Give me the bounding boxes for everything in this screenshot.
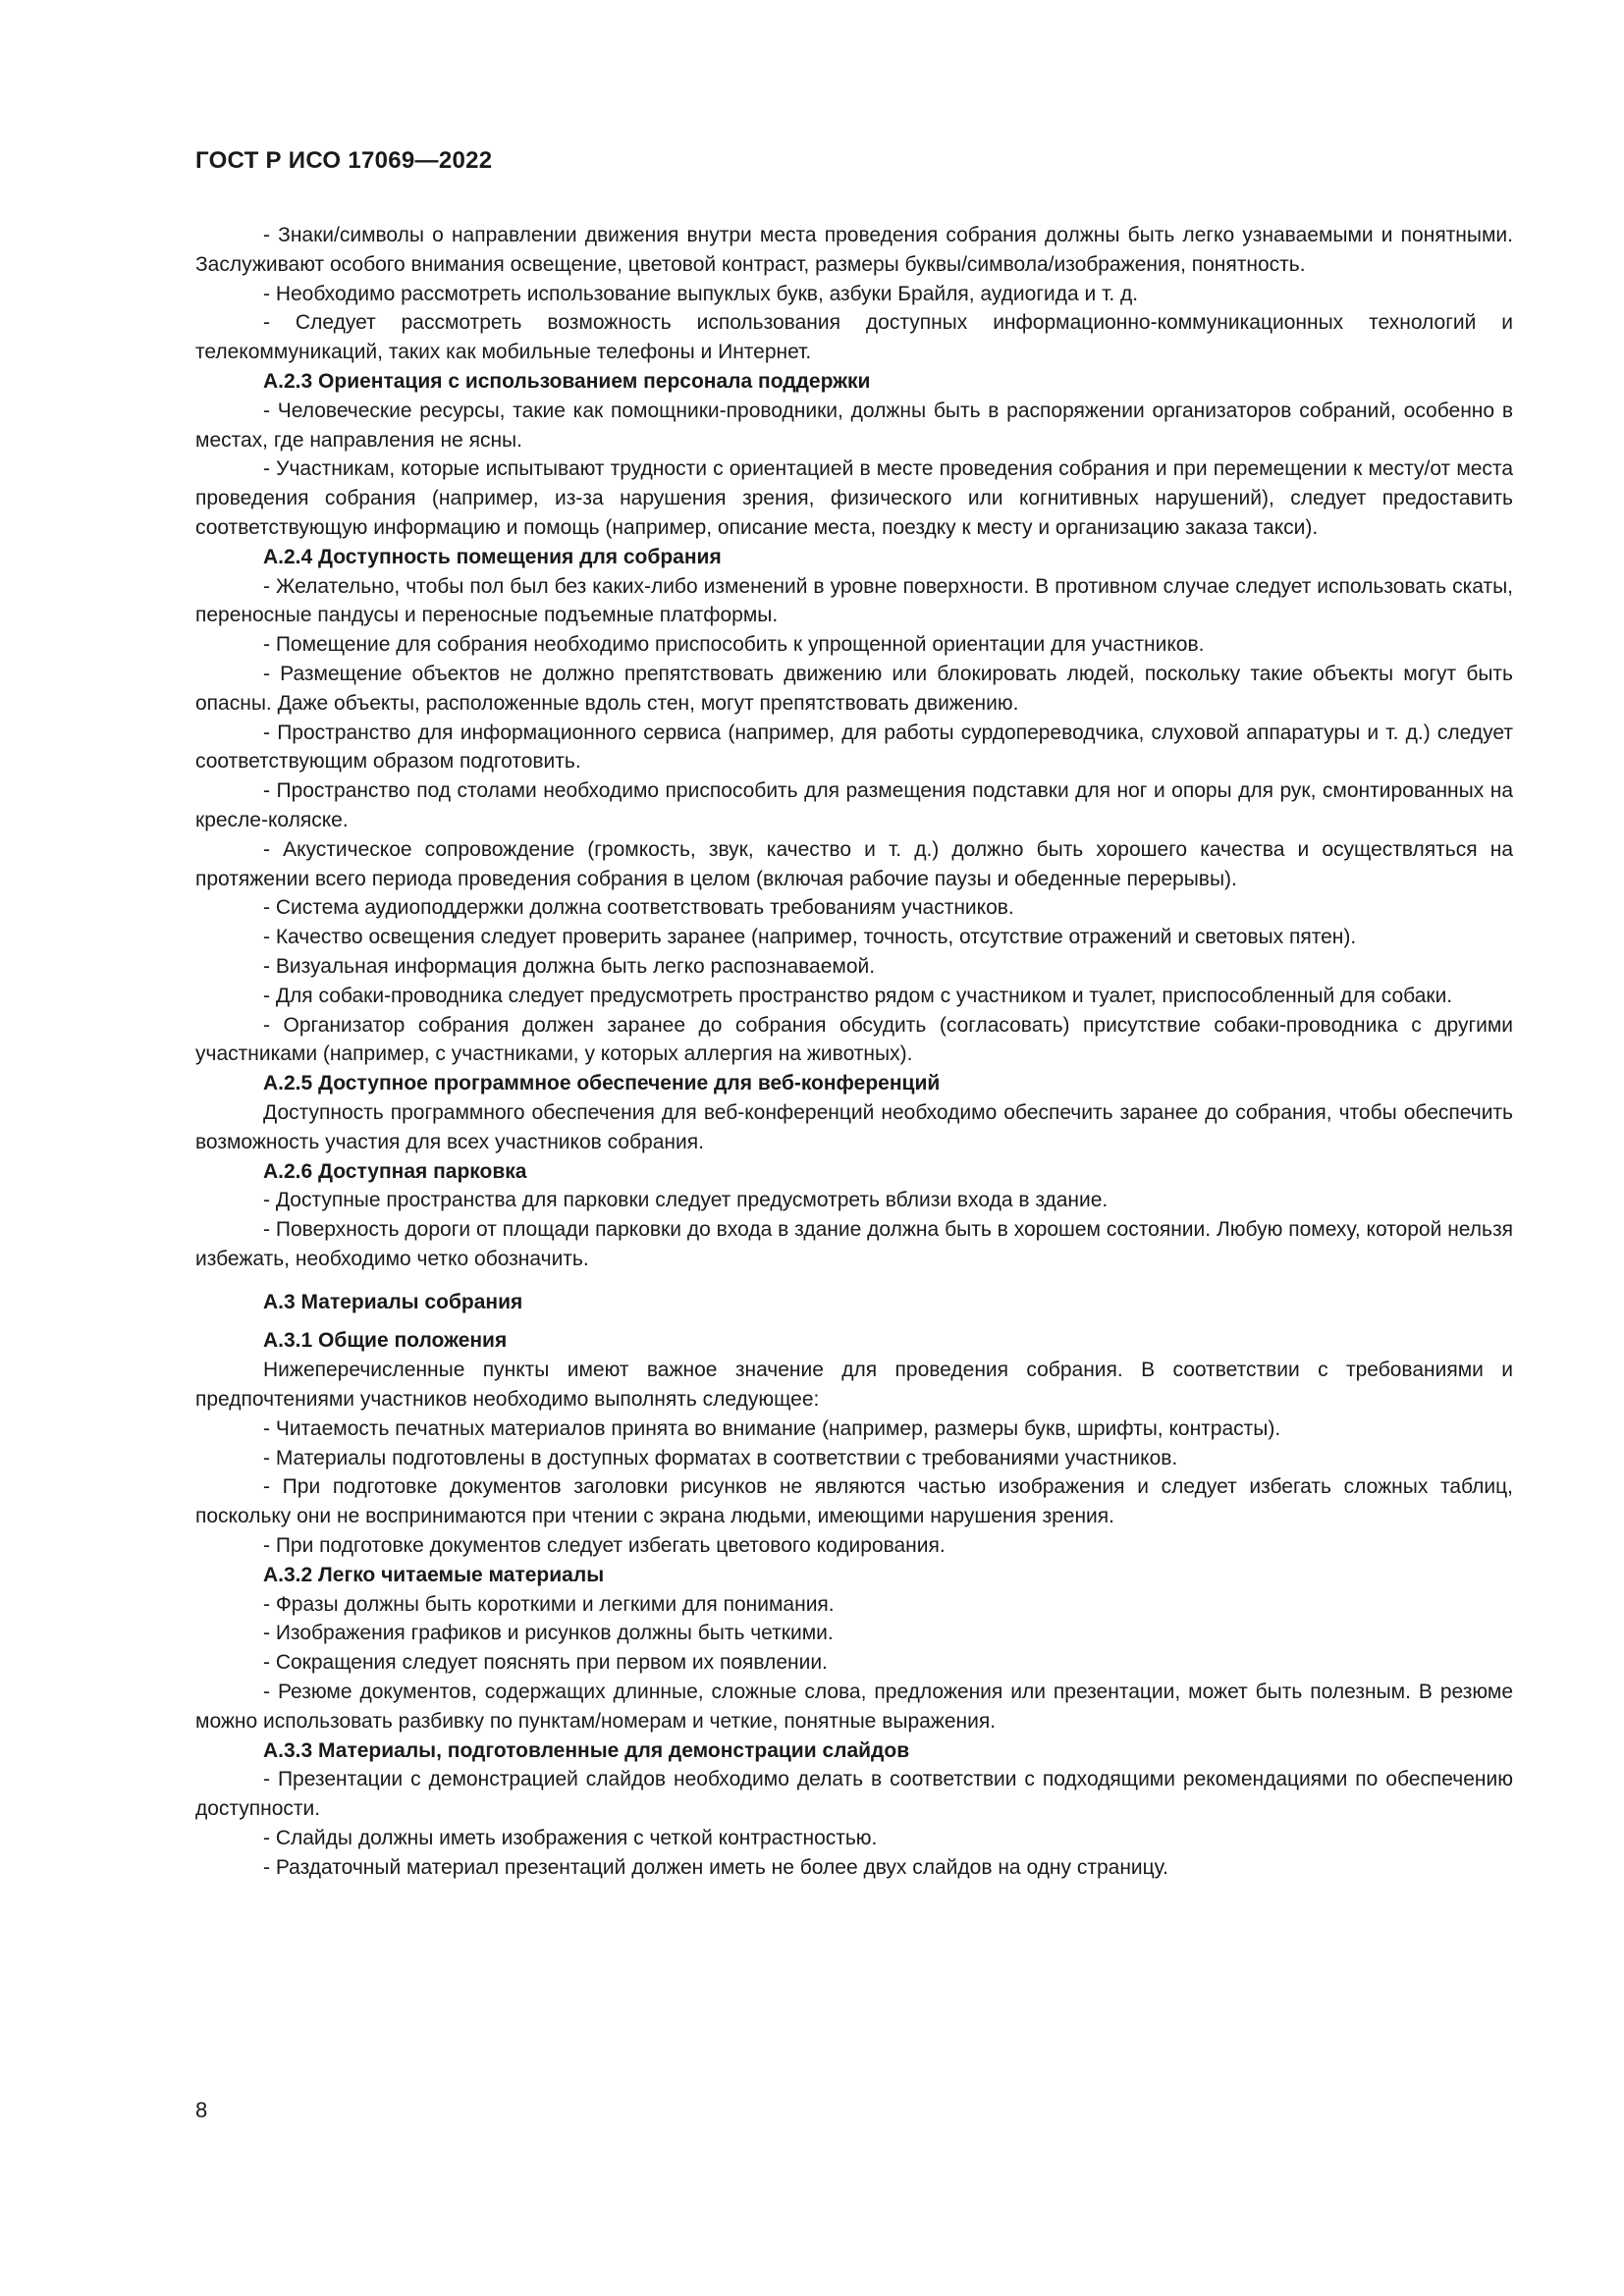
paragraph: - Для собаки-проводника следует предусмотреть пространство рядом с участником и туалет, приспособленный для собаки. [263, 984, 1453, 1007]
paragraph: - Читаемость печатных материалов принята во внимание (например, размеры букв, шрифты, контрасты). [263, 1416, 1281, 1440]
paragraph: - Размещение объектов не должно препятствовать движению или блокировать людей, поскольку такие объекты могут быть опасны. Даже объекты, расположенные вдоль стен, могут препятствовать движению. [195, 662, 1513, 715]
paragraph: - Необходимо рассмотреть использование выпуклых букв, азбуки Брайля, аудиогида и т. д. [263, 282, 1139, 305]
paragraph: - Система аудиоподдержки должна соответствовать требованиям участников. [263, 896, 1014, 920]
paragraph: - Поверхность дороги от площади парковки до входа в здание должна быть в хорошем состоянии. Любую помеху, которой нельзя избежать, необходимо четко обозначить. [195, 1218, 1513, 1270]
paragraph: - Доступные пространства для парковки следует предусмотреть вблизи входа в здание. [263, 1189, 1109, 1212]
paragraph: - При подготовке документов следует избегать цветового кодирования. [263, 1534, 946, 1558]
document-header: ГОСТ Р ИСО 17069—2022 [195, 147, 493, 174]
document-body [195, 221, 1513, 1883]
paragraph: - Качество освещения следует проверить заранее (например, точность, отсутствие отражений и световых пятен). [263, 926, 1357, 949]
paragraph: - Фразы должны быть короткими и легкими для понимания. [263, 1592, 835, 1616]
paragraph: - Желательно, чтобы пол был без каких-либо изменений в уровне поверхности. В противном случае следует использовать скаты, переносные пандусы и переносные подъемные платформы. [195, 574, 1513, 627]
page-number: 8 [195, 2098, 208, 2122]
paragraph: - Пространство для информационного сервиса (например, для работы сурдопереводчика, слуховой аппаратуры и т. д.) следует соответствующим образом подготовить. [195, 721, 1513, 774]
section-heading: А.2.4 Доступность помещения для собрания [263, 545, 722, 568]
paragraph: - Знаки/символы о направлении движения внутри места проведения собрания должны быть легко узнаваемыми и понятными. Заслуживают особого внимания освещение, цветовой контраст, размеры буквы/символа/изображения, понятность. [195, 224, 1513, 276]
paragraph: - Участникам, которые испытывают трудности с ориентацией в месте проведения собрания и при перемещении к месту/от места проведения собрания (например, из-за нарушения зрения, физического или когнитивных нарушений), следует предоставить соответствующую информацию и помощь (например, описание места, поездку к месту и организацию заказа такси). [195, 457, 1513, 539]
paragraph: - Изображения графиков и рисунков должны быть четкими. [263, 1622, 834, 1645]
paragraph: - Материалы подготовлены в доступных форматах в соответствии с требованиями участников. [263, 1446, 1178, 1469]
section-heading: А.3 Материалы собрания [263, 1290, 523, 1313]
paragraph: - При подготовке документов заголовки рисунков не являются частью изображения и следует избегать сложных таблиц, поскольку они не воспринимаются при чтении с экрана людьми, имеющими нарушения зрения. [195, 1475, 1513, 1528]
paragraph: - Слайды должны иметь изображения с четкой контрастностью. [263, 1827, 878, 1850]
section-heading: А.2.6 Доступная парковка [263, 1159, 527, 1183]
paragraph: - Акустическое сопровождение (громкость, звук, качество и т. д.) должно быть хорошего качества и осуществляться на протяжении всего периода проведения собрания в целом (включая рабочие паузы и обеденные перерывы). [195, 837, 1513, 890]
section-heading: А.3.1 Общие положения [263, 1329, 508, 1353]
section-heading: А.2.3 Ориентация с использованием персонала поддержки [263, 369, 871, 393]
section-heading: А.3.2 Легко читаемые материалы [263, 1563, 605, 1586]
section-heading: А.2.5 Доступное программное обеспечение для веб-конференций [263, 1072, 941, 1095]
paragraph: Нижеперечисленные пункты имеют важное значение для проведения собрания. В соответствии с требованиями и предпочтениями участников необходимо выполнять следующее: [195, 1359, 1513, 1412]
paragraph: Доступность программного обеспечения для веб-конференций необходимо обеспечить заранее до собрания, чтобы обеспечить возможность участия для всех участников собрания. [195, 1100, 1513, 1153]
paragraph: - Организатор собрания должен заранее до собрания обсудить (согласовать) присутствие собаки-проводника с другими участниками (например, с участниками, у которых аллергия на животных). [195, 1013, 1513, 1066]
paragraph: - Сокращения следует пояснять при первом их появлении. [263, 1651, 828, 1675]
paragraph: - Резюме документов, содержащих длинные, сложные слова, предложения или презентации, может быть полезным. В резюме можно использовать разбивку по пунктам/номерам и четкие, понятные выражения. [195, 1681, 1513, 1733]
section-heading: А.3.3 Материалы, подготовленные для демонстрации слайдов [263, 1738, 910, 1762]
paragraph: - Человеческие ресурсы, такие как помощники-проводники, должны быть в распоряжении организаторов собраний, особенно в местах, где направления не ясны. [195, 399, 1513, 452]
paragraph: - Пространство под столами необходимо приспособить для размещения подставки для ног и опоры для рук, смонтированных на кресле-коляске. [195, 779, 1513, 831]
paragraph: - Раздаточный материал презентаций должен иметь не более двух слайдов на одну страницу. [263, 1855, 1168, 1879]
paragraph: - Визуальная информация должна быть легко распознаваемой. [263, 954, 876, 978]
paragraph: - Помещение для собрания необходимо приспособить к упрощенной ориентации для участников. [263, 633, 1205, 657]
paragraph: - Презентации с демонстрацией слайдов необходимо делать в соответствии с подходящими рекомендациями по обеспечению доступности. [195, 1768, 1513, 1821]
paragraph: - Следует рассмотреть возможность использования доступных информационно-коммуникационных технологий и телекоммуникаций, таких как мобильные телефоны и Интернет. [195, 311, 1513, 364]
